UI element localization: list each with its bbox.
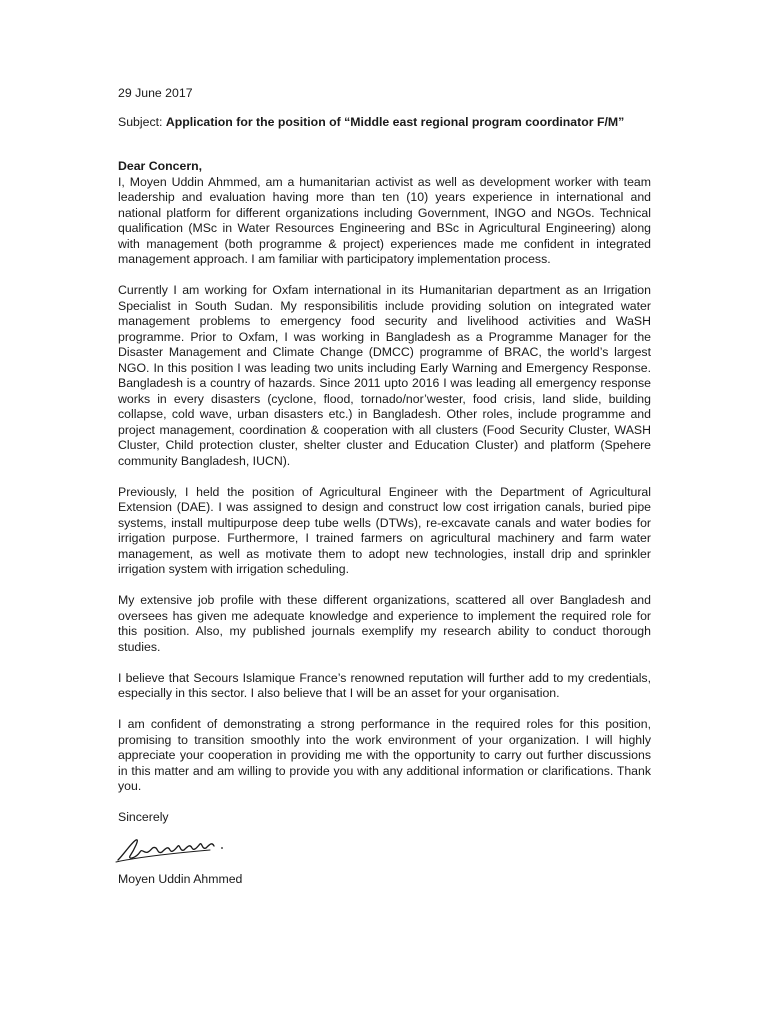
letter-subject	[118, 115, 651, 131]
paragraph-organisation: I believe that Secours Islamique France’s renowned reputation will further add to my credentials, especially in this sector. I also believe that I will be an asset for your organisation.	[118, 670, 651, 700]
subject-label: Subject:	[118, 114, 163, 129]
salutation: Dear Concern,	[118, 159, 203, 173]
letter-page	[118, 86, 651, 887]
handwritten-signature	[114, 832, 234, 868]
closing: Sincerely	[118, 810, 169, 824]
signer-name: Moyen Uddin Ahmmed	[118, 871, 243, 886]
subject-text: Application for the position of “Middle east regional program coordinator F/M”	[165, 114, 625, 129]
paragraph-previous-role: Previously, I held the position of Agricultural Engineer with the Department of Agricultural Extension (DAE). I was assigned to design and construct low cost irrigation canals, buried pipe systems, install multipurpose deep tube wells (DTWs), re-excavate canals and water bodies for irrigation purpose. Furthermore, I trained farmers on agricultural machinery and farm water management, as well as motivate them to adopt new technologies, install drip and sprinkler irrigation system with irrigation scheduling.	[118, 484, 651, 576]
paragraph-current-role: Currently I am working for Oxfam international in its Humanitarian department as an Irrigation Specialist in South Sudan. My responsibilitis include providing solution on integrated water management problems to emergency food security and livelihood activities and WaSH programme. Prior to Oxfam, I was working in Bangladesh as a Programme Manager for the Disaster Management and Climate Change (DMCC) programme of BRAC, the world’s largest NGO. In this position I was leading two units including Early Warning and Emergency Response. Bangladesh is a country of hazards. Since 2011 upto 2016 I was leading all emergency response works in every disasters (cyclone, flood, tornado/nor’wester, food crisis, land slide, building collapse, cold wave, urban disasters etc.) in Bangladesh. Other roles, include programme and project management, coordination & cooperation with all clusters (Food Security Cluster, WASH Cluster, Child protection cluster, shelter cluster and Education Cluster) and platform (Spehere community Bangladesh, IUCN).	[118, 283, 651, 468]
letter-date: 29 June 2017	[118, 86, 193, 100]
paragraph-experience: My extensive job profile with these different organizations, scattered all over Bangladesh and oversees has given me adequate knowledge and experience to implement the required role for this position. Also, my published journals exemplify my research ability to conduct thorough studies.	[118, 593, 651, 654]
paragraph-introduction: I, Moyen Uddin Ahmmed, am a humanitarian activist as well as development worker with team leadership and evaluation having more than ten (10) years experience in international and national platform for different organizations including Government, INGO and NGOs. Technical qualification (MSc in Water Resources Engineering and BSc in Agricultural Engineering) along with management (both programme & project) experiences made me confident in integrated management approach. I am familiar with participatory implementation process.	[118, 174, 651, 266]
paragraph-conclusion: I am confident of demonstrating a strong performance in the required roles for this position, promising to transition smoothly into the work environment of your organization. I will highly appreciate your cooperation in providing me with the opportunity to carry out further discussions in this matter and am willing to provide you with any additional information or clarifications. Thank you.	[118, 717, 651, 793]
